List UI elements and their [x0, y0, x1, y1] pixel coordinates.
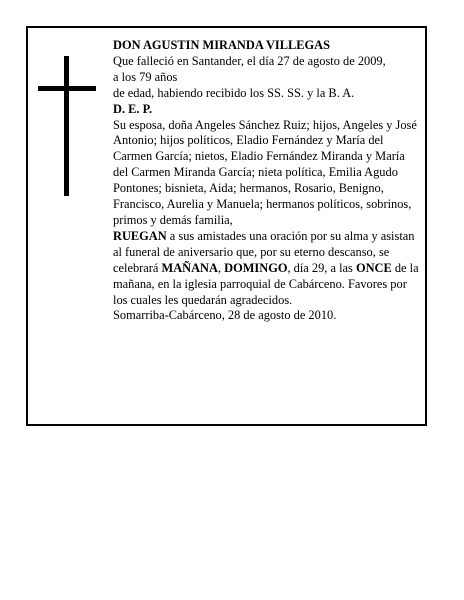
rip-line: D. E. P. — [113, 101, 153, 116]
death-line-1: Que falleció en Santander, el día 27 de agosto de 2009, — [113, 53, 386, 68]
request-paragraph — [113, 229, 419, 309]
death-line-3: de edad, habiendo recibido los SS. SS. y la B. A. — [113, 85, 355, 100]
request-text-1: a sus amistades una oración por su alma y asistan al funeral de aniversario que, por su eterno descanso, se celebrará — [113, 228, 415, 275]
domingo-word: DOMINGO — [224, 260, 288, 275]
cross-horizontal-bar — [38, 86, 96, 91]
family-paragraph: Su esposa, doña Angeles Sánchez Ruiz; hijos, Angeles y José Antonio; hijos políticos, Eladio Fernández y María del Carmen García; nietos, Eladio Fernández Miranda y María del Carmen Miranda García; nieta política, Emilia Agudo Pontones; bisnieta, Aida; hermanos, Rosario, Benigno, Francisco, Aurelia y Manuela; hermanos políticos, sobrinos, primos y demás familia, — [113, 117, 417, 227]
ruegan-word: RUEGAN — [113, 228, 167, 243]
once-word: ONCE — [355, 260, 392, 275]
cross-icon — [38, 56, 98, 196]
deceased-name: DON AGUSTIN MIRANDA VILLEGAS — [113, 38, 330, 52]
place-date: Somarriba-Cabárceno, 28 de agosto de 2010. — [113, 308, 337, 323]
request-text-2: , día 29, a las — [287, 260, 356, 275]
request-comma: , — [217, 260, 225, 275]
obituary-text — [113, 38, 419, 324]
cross-vertical-bar — [64, 56, 69, 196]
request-text-3: de la mañana, en la iglesia parroquial de Cabárceno. Favores por los cuales les quedarán agradecidos. — [113, 260, 419, 307]
death-line-2: a los 79 años — [113, 69, 178, 84]
manana-word: MAÑANA — [161, 260, 218, 275]
